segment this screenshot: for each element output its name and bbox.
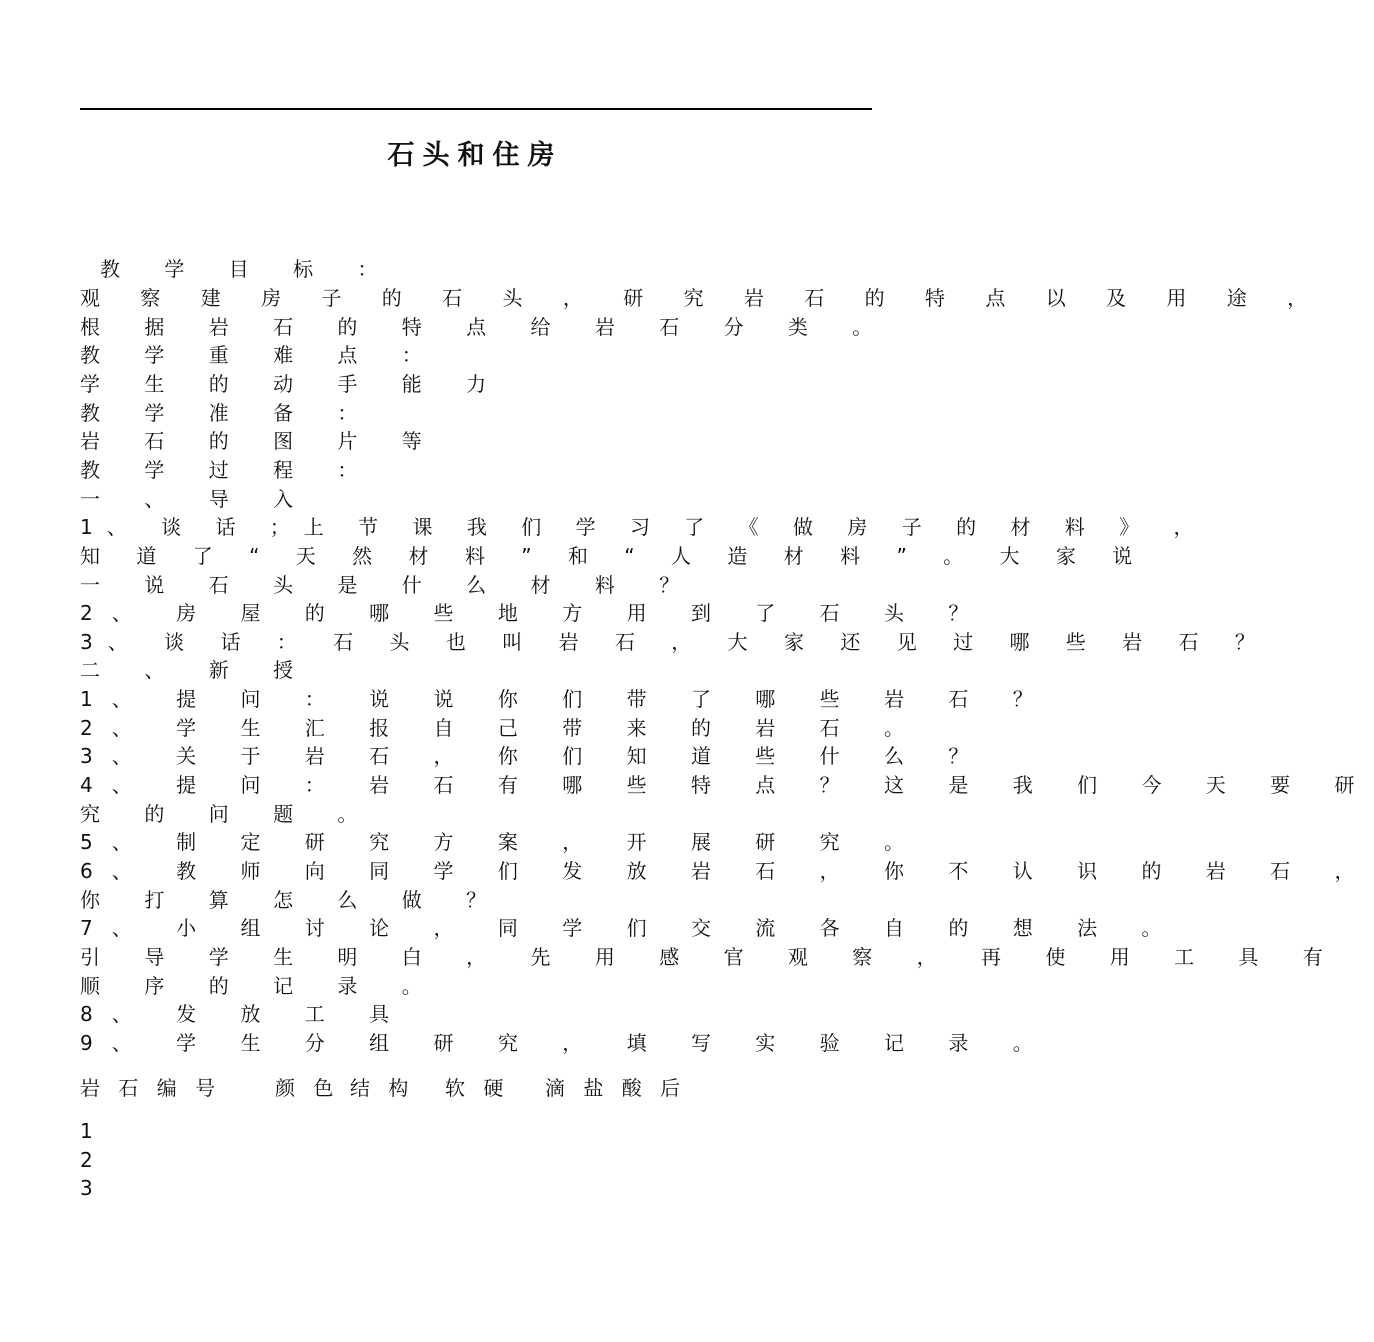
text-line: 究 的 问 题 。 <box>80 802 377 826</box>
text-line: 3、 关 于 岩 石 ， 你 们 知 道 些 什 么 ？ <box>80 744 988 768</box>
text-line: 9、 学 生 分 组 研 究 ， 填 写 实 验 记 录 。 <box>80 1031 1052 1055</box>
page-title: 石头和住房 <box>387 140 563 171</box>
text-line: 教 学 过 程 ： <box>80 458 377 482</box>
text-line: 你 打 算 怎 么 做 ？ <box>80 888 506 912</box>
text-line: 7、 小 组 讨 论 ， 同 学 们 交 流 各 自 的 想 法 。 <box>80 916 1181 940</box>
header-rule <box>80 108 872 110</box>
text-line: 5、 制 定 研 究 方 案 ， 开 展 研 究 。 <box>80 830 924 854</box>
section-heading: 一 、 导 入 <box>80 487 313 511</box>
column-header: 结 构 <box>350 1076 415 1100</box>
text-line: 3、 谈 话 ： 石 头 也 叫 岩 石 ， 大 家 还 见 过 哪 些 岩 石 ？ <box>80 630 1270 654</box>
text-line: 1、 提 问 ： 说 说 你 们 带 了 哪 些 岩 石 ？ <box>80 687 1052 711</box>
column-header: 软 硬 <box>445 1076 510 1100</box>
text-line: 学 生 的 动 手 能 力 <box>80 372 506 396</box>
text-line: 2、 学 生 汇 报 自 己 带 来 的 岩 石 。 <box>80 716 924 740</box>
text-line: 引 导 学 生 明 白 ， 先 用 感 官 观 察 ， 再 使 用 工 具 有 <box>80 945 1342 969</box>
table-row: 1 <box>80 1119 93 1143</box>
record-table-header <box>80 1076 686 1100</box>
section-heading: 二 、 新 授 <box>80 658 313 682</box>
column-header: 颜 色 <box>275 1076 340 1100</box>
text-line: 知 道 了 “ 天 然 材 料 ” 和 “ 人 造 材 料 ” 。 大 家 说 <box>80 544 1148 568</box>
table-row: 2 <box>80 1148 93 1172</box>
column-header: 岩 石 编 号 <box>80 1076 222 1100</box>
text-line: 8、 发 放 工 具 <box>80 1002 409 1026</box>
text-line: 教 学 准 备 ： <box>80 401 377 425</box>
text-line: 教 学 重 难 点 ： <box>80 343 441 367</box>
text-line: 6、 教 师 向 同 学 们 发 放 岩 石 ， 你 不 认 识 的 岩 石 ， <box>80 859 1374 883</box>
column-header: 滴 盐 酸 后 <box>545 1076 687 1100</box>
text-line: 一 说 石 头 是 什 么 材 料 ？ <box>80 573 699 597</box>
text-line: 2、 房 屋 的 哪 些 地 方 用 到 了 石 头 ？ <box>80 601 988 625</box>
text-line: 教 学 目 标 ： <box>100 257 397 281</box>
table-row: 3 <box>80 1176 93 1200</box>
text-line: 岩 石 的 图 片 等 <box>80 429 441 453</box>
text-line: 1、 谈 话 ；上 节 课 我 们 学 习 了 《 做 房 子 的 材 料 》 ， <box>80 515 1208 539</box>
text-line: 顺 序 的 记 录 。 <box>80 974 441 998</box>
text-line: 根 据 岩 石 的 特 点 给 岩 石 分 类 。 <box>80 315 892 339</box>
text-line: 4、 提 问 ： 岩 石 有 哪 些 特 点 ？ 这 是 我 们 今 天 要 研 <box>80 773 1374 797</box>
text-line: 观 察 建 房 子 的 石 头 ， 研 究 岩 石 的 特 点 以 及 用 途 ， <box>80 286 1325 310</box>
